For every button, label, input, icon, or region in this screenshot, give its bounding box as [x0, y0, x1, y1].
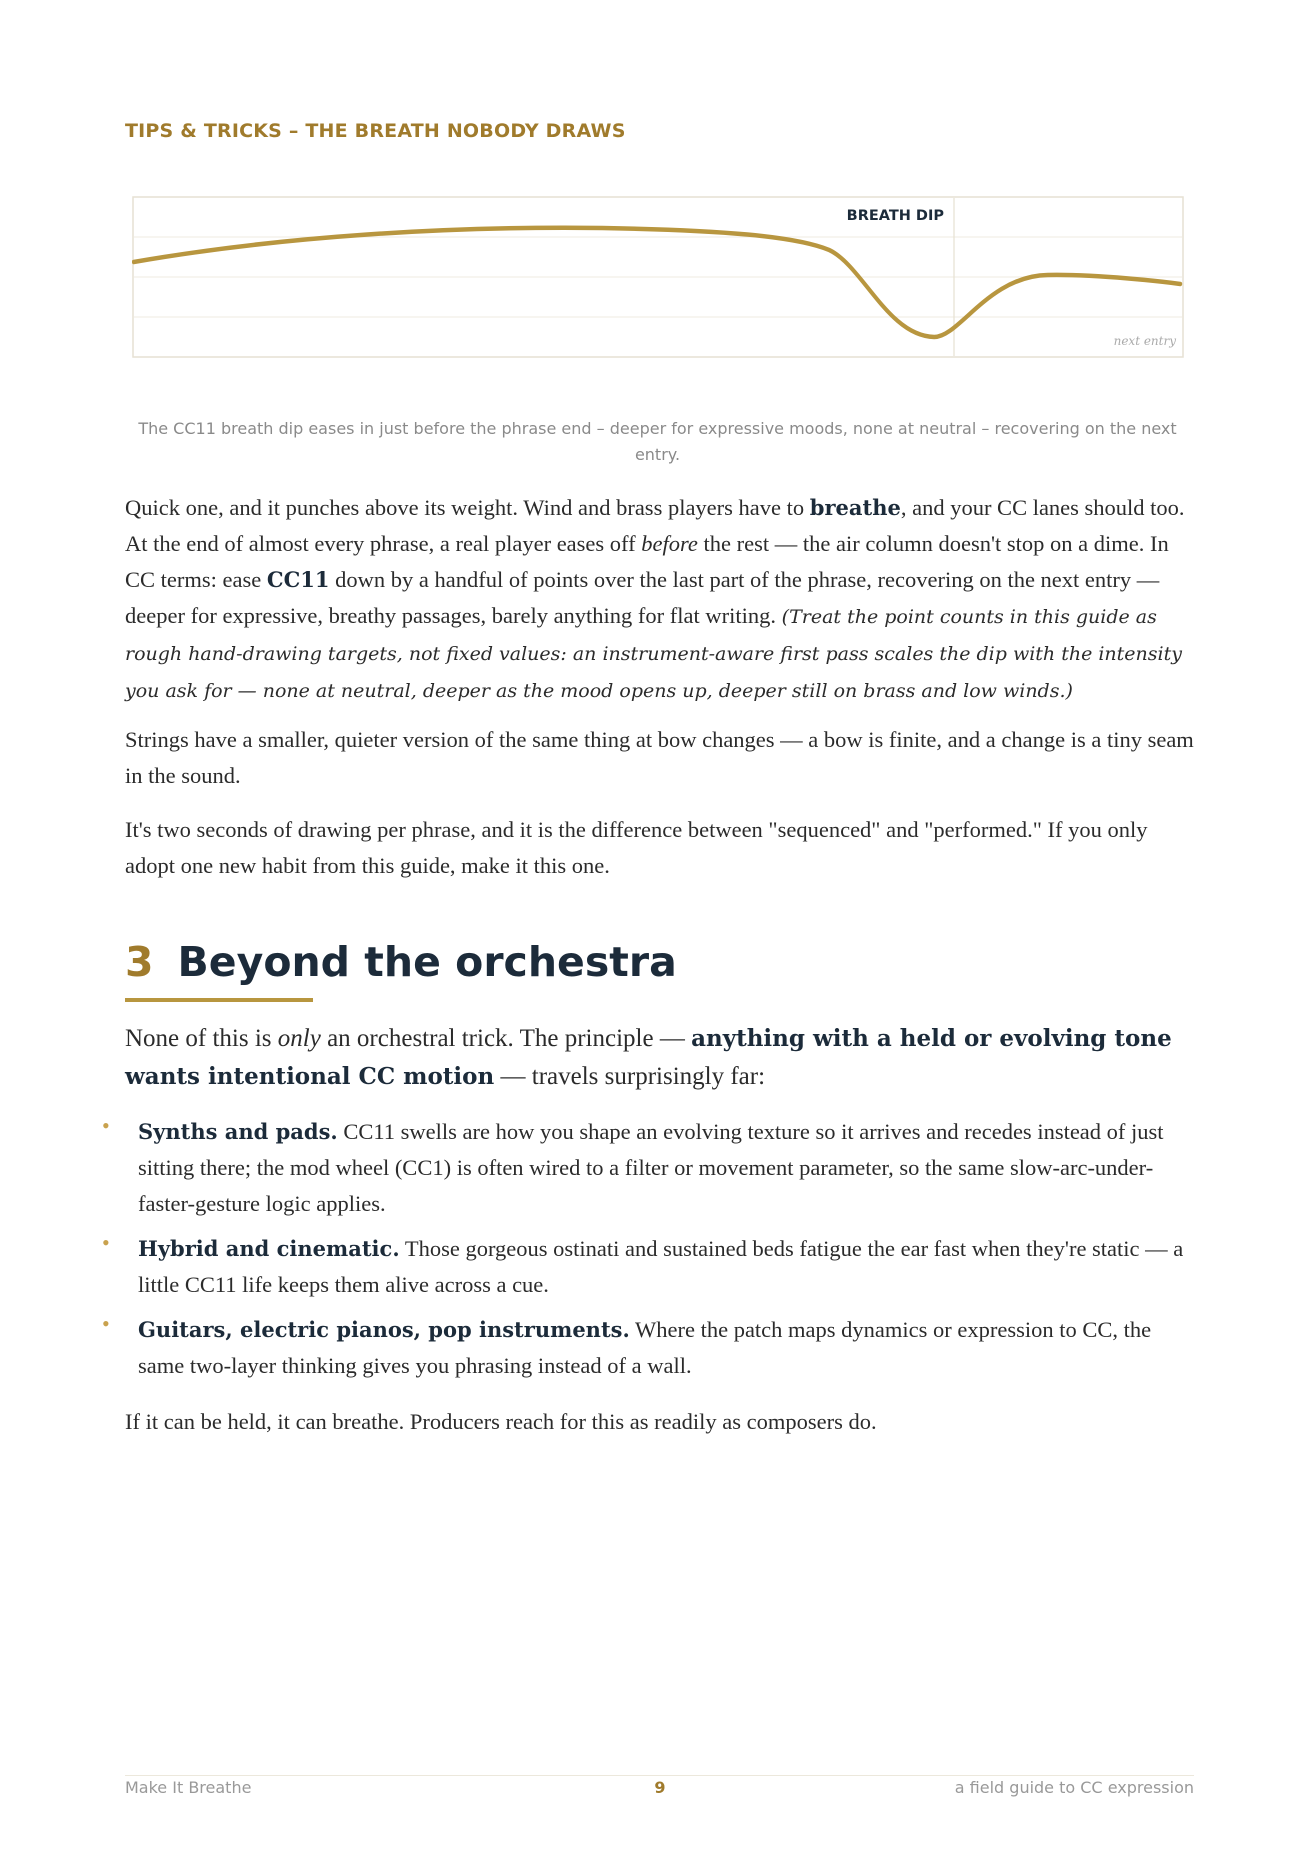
paragraph-breath: Quick one, and it punches above its weight. Wind and brass players have to breathe, and your CC lanes should too. At the end of almost every phrase, a real player eases off before the rest — the air column doesn't stop on a dime. In CC terms: ease CC11 down by a handful of points over the last part of the phrase, recovering on the next entry — deeper for expressive, breathy passages, barely anything for flat writing. (Treat the point counts in this guide as rough hand-drawing targets, not fixed values: an instrument-aware first pass scales the dip with the intensity you ask for — none at neutral, deeper as the mood opens up, deeper still on brass and low winds.) — [125, 495, 1185, 702]
section-kicker: TIPS & TRICKS – THE BREATH NOBODY DRAWS — [125, 120, 626, 142]
list-item: • Guitars, electric pianos, pop instruments. Where the patch maps dynamics or expression to CC, the same two-layer thinking gives you phrasing instead of a wall. — [100, 1312, 1195, 1384]
breath-dip-figure — [132, 196, 1184, 358]
emphasis-breathe: breathe — [809, 495, 901, 520]
list-item: • Synths and pads. CC11 swells are how you shape an evolving texture so it arrives and recedes instead of just sitting there; the mod wheel (CC1) is often wired to a filter or movement parameter, so the same slow-arc-under-faster-gesture logic applies. — [100, 1114, 1195, 1222]
bullet-dot-icon: • — [102, 1113, 110, 1138]
bullet-dot-icon: • — [102, 1311, 110, 1336]
heading-underline — [125, 998, 313, 1002]
figure-caption: The CC11 breath dip eases in just before the phrase end – deeper for expressive moods, none at neutral – recovering on the next entry. — [138, 419, 1177, 464]
italic-note: (Treat the point counts in this guide as rough hand-drawing targets, not fixed values: an instrument-aware first pass scales the dip with the intensity you ask for — none at neutral, deeper as the mood opens up, deeper still on brass and low winds.) — [125, 606, 1182, 702]
page-number: 9 — [654, 1778, 666, 1797]
breath-dip-chart — [132, 196, 1184, 358]
footer-title: Make It Breathe — [125, 1778, 252, 1797]
section-intro: None of this is only an orchestral trick. The principle — anything with a held or evolving tone wants intentional CC motion — travels surprisingly far: — [125, 1025, 1172, 1090]
emphasis-cc11: CC11 — [266, 567, 330, 592]
paragraph-habit: It's two seconds of drawing per phrase, and it is the difference between "sequenced" and "performed." If you only adopt one new habit from this guide, make it this one. — [125, 817, 1148, 878]
paragraph-closing: If it can be held, it can breathe. Producers reach for this as readily as composers do. — [125, 1409, 877, 1434]
paragraph-strings: Strings have a smaller, quieter version of the same thing at bow changes — a bow is finite, and a change is a tiny seam in the sound. — [125, 727, 1194, 788]
section-heading — [125, 936, 677, 988]
breath-dip-label: BREATH DIP — [846, 208, 944, 224]
footer-subtitle: a field guide to CC expression — [954, 1778, 1194, 1797]
bullet-dot-icon: • — [102, 1230, 110, 1255]
section-number: 3 — [125, 938, 154, 986]
next-entry-annotation: next entry — [1113, 334, 1176, 348]
list-item: • Hybrid and cinematic. Those gorgeous ostinati and sustained beds fatigue the ear fast when they're static — a little CC11 life keeps them alive across a cue. — [100, 1231, 1195, 1303]
principle-emphasis: anything with a held or evolving tone wants intentional CC motion — [125, 1025, 1172, 1090]
footer-divider — [125, 1775, 1194, 1776]
section-title: Beyond the orchestra — [177, 938, 677, 986]
use-case-list — [100, 1114, 1195, 1393]
